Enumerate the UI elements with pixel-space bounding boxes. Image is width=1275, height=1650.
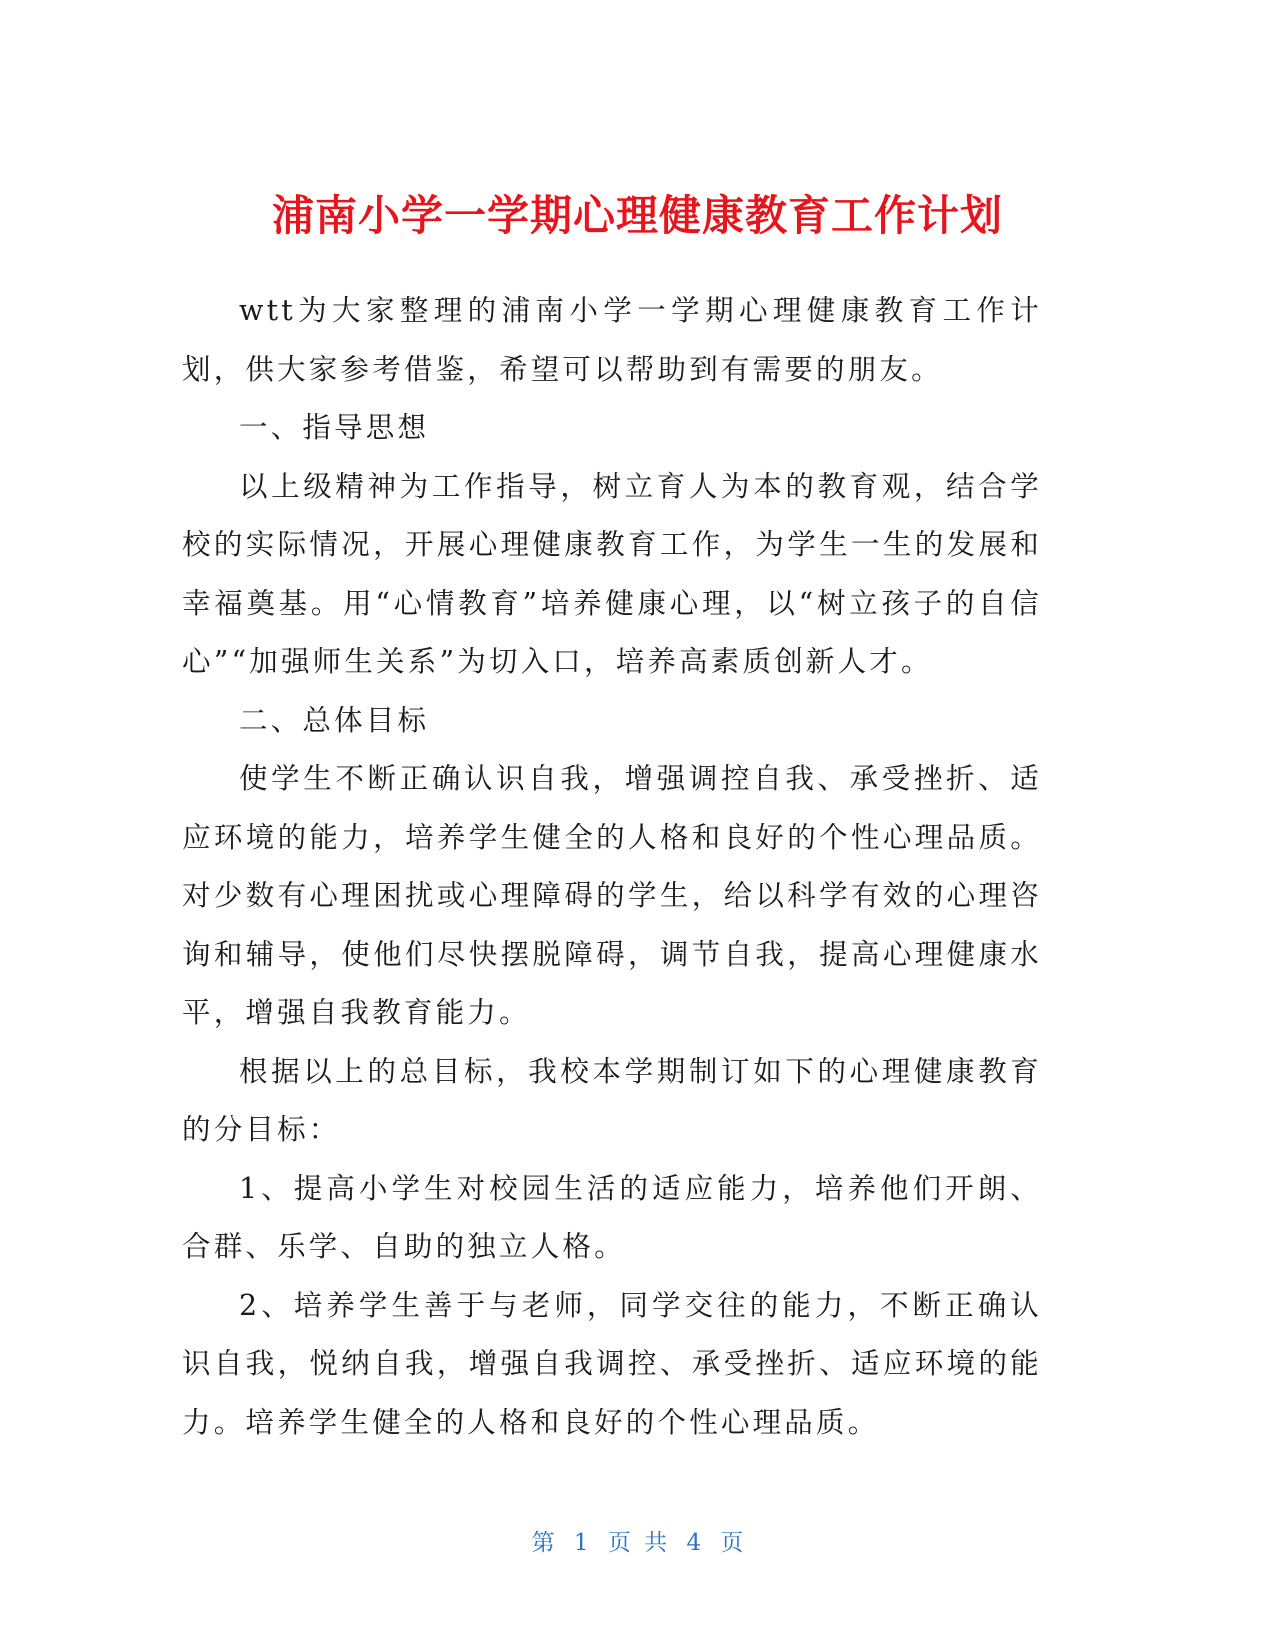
footer-suffix: 页	[720, 1530, 744, 1556]
document-title: 浦南小学一学期心理健康教育工作计划	[271, 191, 1003, 241]
footer-page-number: 1	[573, 1530, 589, 1556]
page-footer	[0, 1528, 1275, 1558]
intro-paragraph: wtt为大家整理的浦南小学一学期心理健康教育工作计划，供大家参考借鉴，希望可以帮助到有需要的朋友。	[182, 294, 1042, 386]
footer-prefix: 第	[531, 1530, 555, 1556]
section-heading-overall-goals: 二、总体目标	[239, 703, 430, 737]
footer-middle: 页 共	[607, 1530, 668, 1556]
sub-goals-intro-paragraph: 根据以上的总目标，我校本学期制订如下的心理健康教育的分目标：	[182, 1054, 1042, 1146]
footer-total-pages: 4	[686, 1530, 702, 1556]
section-heading-guiding-ideology: 一、指导思想	[239, 411, 430, 444]
overall-goals-paragraph: 使学生不断正确认识自我，增强调控自我、承受挫折、适应环境的能力，培养学生健全的人格和良好的个性心理品质。对少数有心理困扰或心理障碍的学生，给以科学有效的心理咨询和辅导，使他们尽快摆脱障碍，调节自我，提高心理健康水平，增强自我教育能力。	[182, 762, 1042, 1029]
sub-goal-1-paragraph: 1、提高小学生对校园生活的适应能力，培养他们开朗、合群、乐学、自助的独立人格。	[182, 1171, 1042, 1263]
document-body	[182, 282, 1042, 1452]
guiding-ideology-paragraph: 以上级精神为工作指导，树立育人为本的教育观，结合学校的实际情况，开展心理健康教育工作，为学生一生的发展和幸福奠基。用“心情教育”培养健康心理，以“树立孩子的自信心”“加强师生关系”为切入口，培养高素质创新人才。	[182, 469, 1042, 678]
sub-goal-2-paragraph: 2、培养学生善于与老师，同学交往的能力，不断正确认识自我，悦纳自我，增强自我调控、承受挫折、适应环境的能力。培养学生健全的人格和良好的个性心理品质。	[182, 1288, 1042, 1439]
